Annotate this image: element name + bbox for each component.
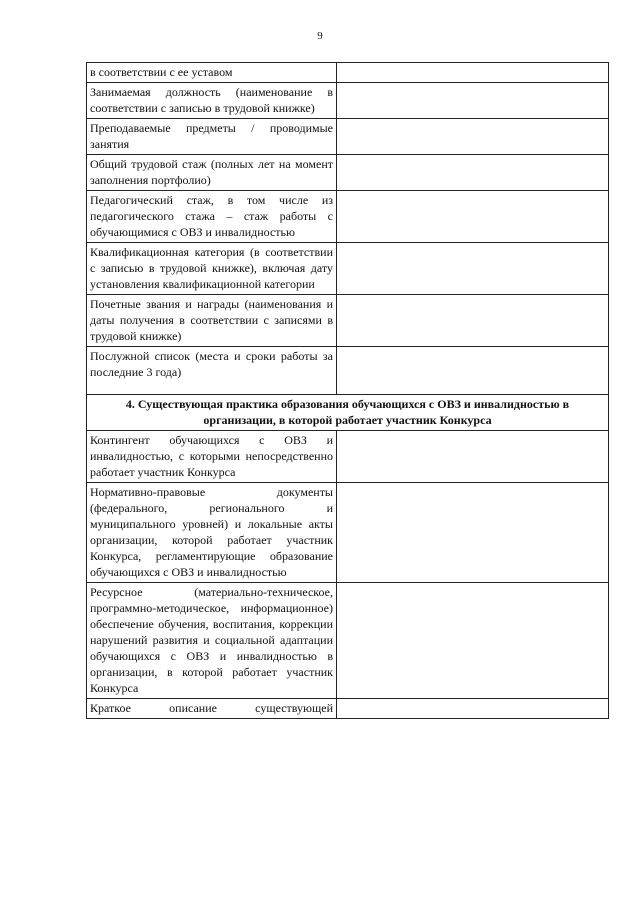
section-4-heading: 4. Существующая практика образования обучающихся с ОВЗ и инвалидностью в организации, в которой работает участник Конкурса — [87, 395, 609, 431]
row-value-subjects[interactable] — [337, 119, 609, 155]
row-value-contingent[interactable] — [337, 431, 609, 483]
row-label-service-record: Послужной список (места и сроки работы за последние 3 года) — [87, 347, 337, 395]
row-label-subjects: Преподаваемые предметы / проводимые занятия — [87, 119, 337, 155]
table-row — [87, 483, 609, 583]
row-label-charter: в соответствии с ее уставом — [87, 63, 337, 83]
table-row — [87, 347, 609, 395]
row-value-brief-description[interactable] — [337, 699, 609, 719]
table-row — [87, 295, 609, 347]
row-value-total-experience[interactable] — [337, 155, 609, 191]
row-label-total-experience: Общий трудовой стаж (полных лет на момент заполнения портфолио) — [87, 155, 337, 191]
row-label-resources: Ресурсное (материально-техническое, программно-методическое, информационное) обеспечение обучения, воспитания, коррекции нарушений развития и социальной адаптации обучающихся с ОВЗ и инвалидностью в организации, в которой работает участник Конкурса — [87, 583, 337, 699]
section-row — [87, 395, 609, 431]
row-label-brief-description: Краткое описание существующей — [87, 699, 337, 719]
row-value-position[interactable] — [337, 83, 609, 119]
row-label-awards: Почетные звания и награды (наименования и даты получения в соответствии с записями в трудовой книжке) — [87, 295, 337, 347]
row-value-service-record[interactable] — [337, 347, 609, 395]
table-row — [87, 431, 609, 483]
row-label-contingent: Контингент обучающихся с ОВЗ и инвалидностью, с которыми непосредственно работает участник Конкурса — [87, 431, 337, 483]
table-row — [87, 699, 609, 719]
table-row — [87, 83, 609, 119]
row-value-regulations[interactable] — [337, 483, 609, 583]
page-number: 9 — [317, 30, 323, 42]
row-label-qualification: Квалификационная категория (в соответствии с записью в трудовой книжке), включая дату установления квалификационной категории — [87, 243, 337, 295]
row-value-teaching-experience[interactable] — [337, 191, 609, 243]
portfolio-table — [86, 62, 609, 719]
row-value-qualification[interactable] — [337, 243, 609, 295]
table-row — [87, 583, 609, 699]
row-label-regulations: Нормативно-правовые документы (федерального, регионального и муниципального уровней) и локальные акты организации, которой работает участник Конкурса, регламентирующие образование обучающихся с ОВЗ и инвалидностью — [87, 483, 337, 583]
row-value-charter[interactable] — [337, 63, 609, 83]
table-row — [87, 191, 609, 243]
row-value-resources[interactable] — [337, 583, 609, 699]
table-row — [87, 155, 609, 191]
row-value-awards[interactable] — [337, 295, 609, 347]
table-row — [87, 119, 609, 155]
row-label-teaching-experience: Педагогический стаж, в том числе из педагогического стажа – стаж работы с обучающимися с ОВЗ и инвалидностью — [87, 191, 337, 243]
table-row — [87, 243, 609, 295]
row-label-position: Занимаемая должность (наименование в соответствии с записью в трудовой книжке) — [87, 83, 337, 119]
table-row — [87, 63, 609, 83]
